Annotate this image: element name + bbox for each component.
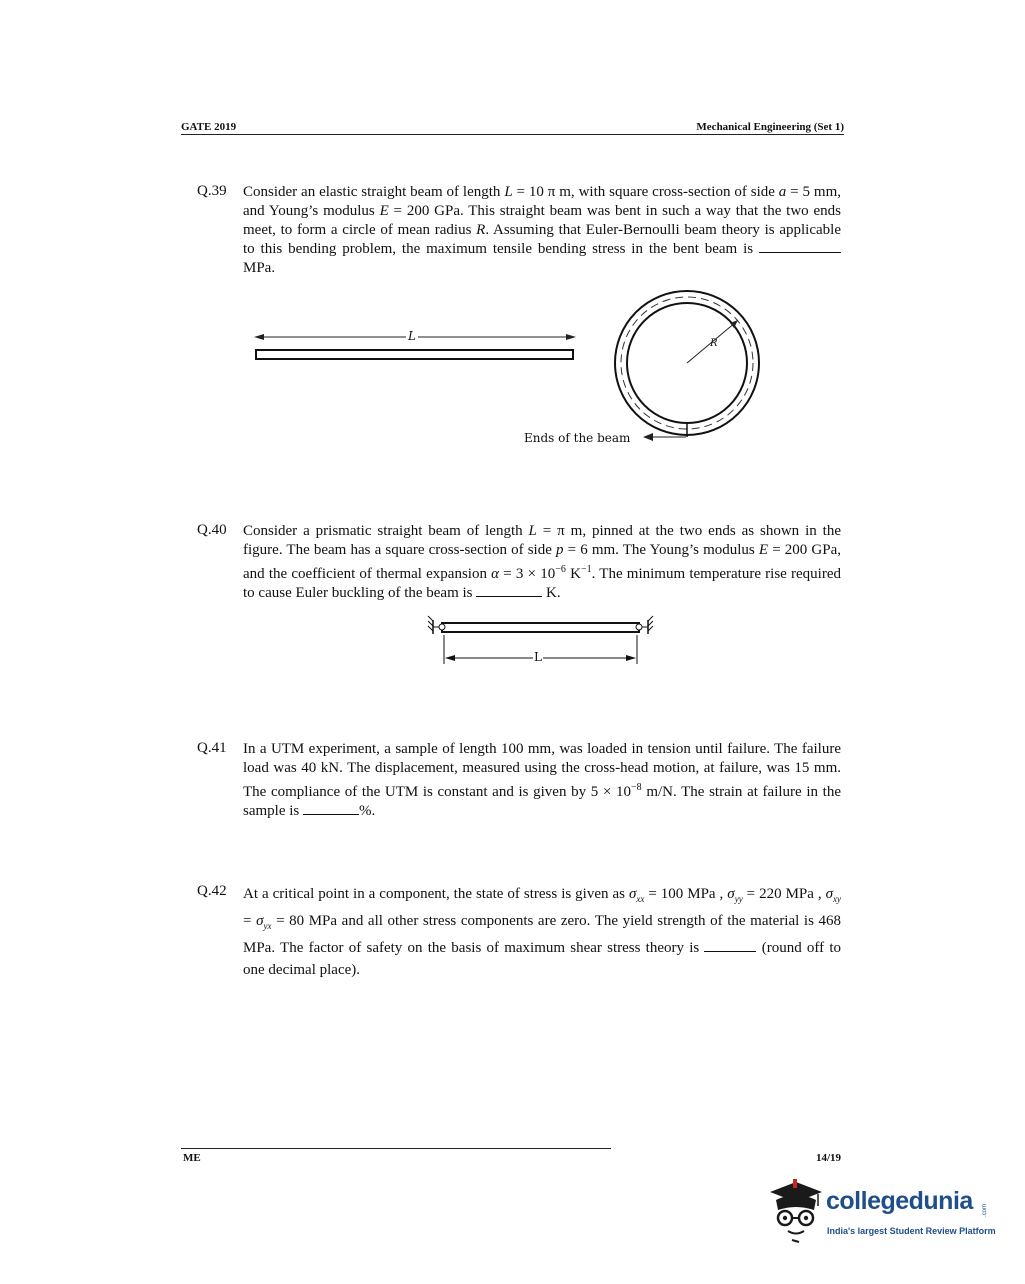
q42-number: Q.42 xyxy=(197,883,227,899)
q39-fig-caption: Ends of the beam xyxy=(524,431,631,445)
q41-answer-blank[interactable] xyxy=(303,802,359,815)
header-paper-title: Mechanical Engineering (Set 1) xyxy=(696,121,844,133)
q42-text: At a critical point in a component, the state of stress is given as $\sigma_{xx} = 100$ MPa , $\sigma_{yy} = 220$ MPa , $\sigma_{xy} = \sigma_{yx} = 80$ MPa and all other stress components are zero. The yield strength of the material is 468 MPa. The factor of safety on the basis of maximum shear stress theory is (round off to one decimal place). xyxy=(243,886,842,978)
collegedunia-wordmark: collegedunia xyxy=(826,1187,973,1215)
q40-fig-L-label: L xyxy=(534,650,542,664)
q40-right-pin xyxy=(636,624,642,630)
q40-left-pin xyxy=(439,624,445,630)
q39-number: Q.39 xyxy=(197,183,227,199)
header-exam-title: GATE 2019 xyxy=(181,121,237,133)
collegedunia-tagline: India's largest Student Review Platform xyxy=(827,1226,996,1236)
q39-arrow-left xyxy=(254,334,264,340)
q41-text: In a UTM experiment, a sample of length 100 mm, was loaded in tension until failure. The failure load was 40 kN. The displacement, measured using the cross-head motion, at failure, was 15 mm. The compliance of the UTM is constant and is given by $5 \times 10^{-8}$ m/N. The strain at failure in the sample is %. xyxy=(243,741,841,819)
footer-page-number: 14/19 xyxy=(816,1152,842,1164)
q39-straight-beam xyxy=(256,350,573,359)
collegedunia-domain-suffix: .com xyxy=(982,1204,988,1218)
q41-number: Q.41 xyxy=(197,740,227,756)
q39-fig-L-label: L xyxy=(408,329,416,343)
collegedunia-mascot-icon xyxy=(766,1176,826,1246)
q40-number: Q.40 xyxy=(197,522,227,538)
q40-text: Consider a prismatic straight beam of length L = π m, pinned at the two ends as shown in the figure. The beam has a square cross-section of side p = 6 mm. The Young’s modulus E = 200 GPa, and the coefficient of thermal expansion $\alpha = 3 \times 10^{-6}$ $K^{-1}$. The minimum temperature rise required to cause Euler buckling of the beam is K. xyxy=(243,523,842,601)
q39-figure xyxy=(250,290,770,455)
q39-ends-arrow xyxy=(643,433,653,441)
header-divider xyxy=(181,134,844,135)
q40-arrow-left xyxy=(445,655,455,661)
q39-arrow-right xyxy=(566,334,576,340)
q40-arrow-right xyxy=(626,655,636,661)
q42-answer-blank[interactable] xyxy=(704,939,756,952)
q39-text: Consider an elastic straight beam of length L = 10 π m, with square cross-section of side a = 5 mm, and Young’s modulus E = 200 GPa. This straight beam was bent in such a way that the two ends meet, to form a circle of mean radius R. Assuming that Euler-Bernoulli beam theory is applicable to this bending problem, the maximum tensile bending stress in the bent beam is MPa. xyxy=(243,184,842,276)
q40-beam xyxy=(442,623,639,632)
footer-divider xyxy=(181,1148,611,1149)
q39-answer-blank[interactable] xyxy=(759,240,841,253)
q39-fig-R-label: R xyxy=(710,338,718,349)
q40-answer-blank[interactable] xyxy=(476,584,542,597)
footer-subject-code: ME xyxy=(183,1152,201,1164)
